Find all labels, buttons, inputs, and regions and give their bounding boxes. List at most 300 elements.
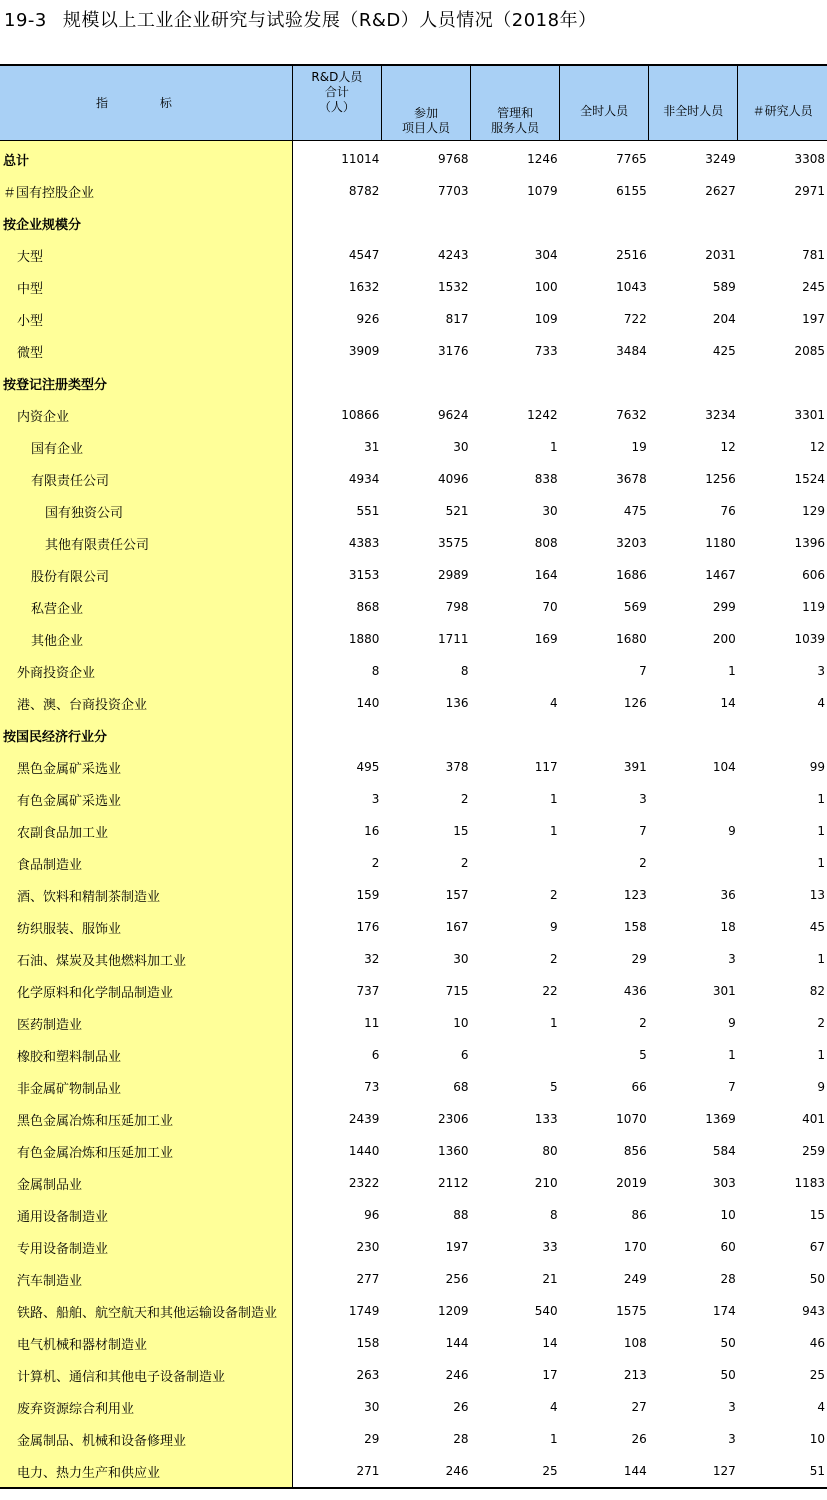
row-label: 医药制造业	[0, 1007, 292, 1039]
row-value: 868	[356, 600, 380, 614]
row-value	[471, 655, 560, 687]
row-value: 1242	[527, 408, 558, 422]
row-value: 8782	[348, 184, 380, 198]
row-value: 256	[445, 1272, 469, 1286]
row-value	[471, 1039, 560, 1071]
row-value: 1711	[437, 632, 469, 646]
row-value: 715	[445, 984, 469, 998]
row-value: 27	[631, 1400, 647, 1414]
row-value: 401	[802, 1112, 825, 1126]
row-value: 10	[453, 1016, 469, 1030]
row-value: 36	[720, 888, 736, 902]
row-value: 100	[534, 280, 558, 294]
row-value: 30	[542, 504, 558, 518]
row-value: 5	[639, 1048, 647, 1062]
row-value: 606	[802, 568, 825, 582]
row-value: 86	[631, 1208, 647, 1222]
row-value: 33	[542, 1240, 558, 1254]
row-value	[649, 719, 738, 751]
row-value: 3249	[705, 152, 736, 166]
table-row	[0, 1295, 827, 1327]
header-project	[381, 65, 470, 141]
row-value: 2	[639, 1016, 647, 1030]
row-value: 1632	[348, 280, 380, 294]
row-value: 495	[356, 760, 380, 774]
row-value: 263	[356, 1368, 380, 1382]
row-value: 1183	[794, 1176, 825, 1190]
row-label: 铁路、船舶、航空航天和其他运输设备制造业	[0, 1295, 292, 1327]
row-value: 7765	[616, 152, 647, 166]
row-value	[381, 207, 470, 239]
table-row	[0, 879, 827, 911]
row-value: 2	[549, 952, 558, 966]
row-value: 12	[720, 440, 736, 454]
row-label: 有色金属矿采选业	[0, 783, 292, 815]
row-value: 2	[460, 792, 469, 806]
row-value: 2322	[348, 1176, 380, 1190]
rd-personnel-table	[0, 64, 827, 1489]
row-label: 总计	[0, 141, 292, 176]
row-value: 70	[542, 600, 558, 614]
row-value: 133	[534, 1112, 558, 1126]
row-label: 中型	[0, 271, 292, 303]
table-row	[0, 783, 827, 815]
row-label: 股份有限公司	[0, 559, 292, 591]
header-total-line2: 合计	[324, 85, 349, 99]
row-value: 808	[534, 536, 558, 550]
row-value: 6	[460, 1048, 469, 1062]
row-value: 7703	[437, 184, 469, 198]
row-value: 30	[453, 952, 469, 966]
header-management	[471, 65, 560, 141]
row-value: 2	[639, 856, 647, 870]
table-row	[0, 399, 827, 431]
row-value: 1	[549, 824, 558, 838]
row-value: 926	[356, 312, 380, 326]
row-value: 3484	[616, 344, 647, 358]
row-value: 391	[623, 760, 647, 774]
row-value: 10866	[341, 408, 380, 422]
row-label: 按国民经济行业分	[0, 719, 292, 751]
table-row	[0, 1071, 827, 1103]
table-row	[0, 815, 827, 847]
row-value: 2439	[348, 1112, 380, 1126]
row-value: 129	[802, 504, 825, 518]
row-value	[738, 367, 827, 399]
row-value: 2	[817, 1016, 825, 1030]
row-value: 1246	[527, 152, 558, 166]
row-value: 9624	[437, 408, 469, 422]
row-value: 3176	[437, 344, 469, 358]
row-value: 31	[364, 440, 380, 454]
row-value: 1	[728, 1048, 736, 1062]
header-nonfulltime	[649, 65, 738, 141]
row-value: 19	[631, 440, 647, 454]
row-value: 68	[453, 1080, 469, 1094]
row-label: 按登记注册类型分	[0, 367, 292, 399]
row-value: 3	[728, 952, 736, 966]
row-value: 3	[817, 664, 825, 678]
row-label: 金属制品、机械和设备修理业	[0, 1423, 292, 1455]
row-value: 838	[534, 472, 558, 486]
row-value: 3153	[348, 568, 380, 582]
row-value: 246	[445, 1368, 469, 1382]
row-value: 2516	[616, 248, 647, 262]
table-row	[0, 1231, 827, 1263]
row-value: 2	[371, 856, 380, 870]
row-value: 88	[453, 1208, 469, 1222]
row-value: 176	[356, 920, 380, 934]
table-row	[0, 303, 827, 335]
table-row	[0, 1263, 827, 1295]
row-label: 黑色金属矿采选业	[0, 751, 292, 783]
header-total-line3: （人）	[318, 100, 355, 114]
row-value: 569	[623, 600, 647, 614]
row-label: ＃国有控股企业	[0, 175, 292, 207]
table-row	[0, 655, 827, 687]
row-label: 计算机、通信和其他电子设备制造业	[0, 1359, 292, 1391]
table-row	[0, 207, 827, 239]
row-value: 4096	[437, 472, 469, 486]
row-value: 127	[649, 1455, 738, 1488]
row-value: 3308	[794, 152, 825, 166]
table-row	[0, 975, 827, 1007]
row-value	[649, 847, 738, 879]
row-value: 15	[809, 1208, 825, 1222]
row-value: 108	[623, 1336, 647, 1350]
row-value: 144	[560, 1455, 649, 1488]
row-value: 1	[817, 1048, 825, 1062]
table-header	[0, 65, 827, 141]
row-value: 9	[549, 920, 558, 934]
table-row	[0, 1455, 827, 1488]
header-fulltime-label: 全时人员	[580, 103, 629, 118]
row-value: 1039	[794, 632, 825, 646]
row-label: 石油、煤炭及其他燃料加工业	[0, 943, 292, 975]
row-value: 50	[809, 1272, 825, 1286]
row-value: 781	[802, 248, 825, 262]
row-value: 1	[728, 664, 736, 678]
row-value: 1440	[348, 1144, 380, 1158]
row-value: 8	[371, 664, 380, 678]
header-total	[292, 65, 381, 141]
table-row	[0, 1199, 827, 1231]
table-row	[0, 367, 827, 399]
row-value: 271	[292, 1455, 381, 1488]
row-value	[292, 719, 381, 751]
row-value: 104	[712, 760, 736, 774]
row-value: 3203	[616, 536, 647, 550]
table-row	[0, 687, 827, 719]
row-label: 黑色金属冶炼和压延加工业	[0, 1103, 292, 1135]
row-value: 157	[445, 888, 469, 902]
row-value: 73	[364, 1080, 380, 1094]
table-row	[0, 1327, 827, 1359]
row-value: 1	[817, 824, 825, 838]
table-title: 规模以上工业企业研究与试验发展（R&D）人员情况（2018年）	[62, 10, 597, 31]
row-label: 小型	[0, 303, 292, 335]
row-value: 158	[356, 1336, 380, 1350]
row-value: 2306	[437, 1112, 469, 1126]
row-value: 170	[623, 1240, 647, 1254]
row-value: 119	[802, 600, 825, 614]
row-value: 164	[534, 568, 558, 582]
row-value: 4547	[348, 248, 380, 262]
row-value: 197	[802, 312, 825, 326]
row-value: 3678	[616, 472, 647, 486]
row-label: 农副食品加工业	[0, 815, 292, 847]
row-value	[649, 367, 738, 399]
row-value: 1043	[616, 280, 647, 294]
row-value: 299	[712, 600, 736, 614]
row-value: 9	[728, 1016, 736, 1030]
row-value: 60	[720, 1240, 736, 1254]
row-value: 126	[623, 696, 647, 710]
table-row	[0, 1103, 827, 1135]
row-value: 213	[623, 1368, 647, 1382]
row-value: 16	[364, 824, 380, 838]
row-value: 3909	[348, 344, 380, 358]
row-value: 14	[542, 1336, 558, 1350]
row-value: 1079	[527, 184, 558, 198]
row-label: 通用设备制造业	[0, 1199, 292, 1231]
row-value: 4243	[437, 248, 469, 262]
row-label: 国有独资公司	[0, 495, 292, 527]
row-value	[560, 207, 649, 239]
row-value: 1	[549, 1016, 558, 1030]
row-value	[471, 719, 560, 751]
row-value: 1396	[794, 536, 825, 550]
row-value: 9	[817, 1080, 825, 1094]
row-value: 30	[453, 440, 469, 454]
row-label: 食品制造业	[0, 847, 292, 879]
row-value: 2971	[794, 184, 825, 198]
row-value: 1209	[437, 1304, 469, 1318]
row-value: 76	[720, 504, 736, 518]
row-value: 28	[453, 1432, 469, 1446]
row-value	[560, 719, 649, 751]
row-value: 12	[809, 440, 825, 454]
header-research-label: ＃研究人员	[752, 103, 813, 118]
row-value: 1	[817, 792, 825, 806]
header-total-line1: R&D人员	[311, 70, 363, 84]
table-row	[0, 943, 827, 975]
row-value: 197	[445, 1240, 469, 1254]
row-value: 1467	[705, 568, 736, 582]
row-value: 540	[534, 1304, 558, 1318]
row-value: 2	[549, 888, 558, 902]
row-value: 3	[639, 792, 647, 806]
row-value: 169	[534, 632, 558, 646]
row-value: 943	[802, 1304, 825, 1318]
row-value: 1070	[616, 1112, 647, 1126]
row-value	[471, 207, 560, 239]
row-value: 1575	[616, 1304, 647, 1318]
row-value	[649, 783, 738, 815]
row-label: 电气机械和器材制造业	[0, 1327, 292, 1359]
row-value: 10	[809, 1432, 825, 1446]
row-value: 301	[712, 984, 736, 998]
row-value: 136	[445, 696, 469, 710]
row-value: 246	[381, 1455, 470, 1488]
row-value: 117	[534, 760, 558, 774]
row-value: 26	[453, 1400, 469, 1414]
table-row	[0, 559, 827, 591]
row-label: 金属制品业	[0, 1167, 292, 1199]
row-value: 30	[364, 1400, 380, 1414]
row-value: 589	[712, 280, 736, 294]
row-value: 2112	[437, 1176, 469, 1190]
row-value: 32	[364, 952, 380, 966]
row-label: 其他有限责任公司	[0, 527, 292, 559]
header-research	[738, 65, 827, 141]
row-value: 2019	[616, 1176, 647, 1190]
row-value: 159	[356, 888, 380, 902]
row-label: 酒、饮料和精制茶制造业	[0, 879, 292, 911]
row-value: 7	[639, 664, 647, 678]
row-label: 港、澳、台商投资企业	[0, 687, 292, 719]
row-value	[381, 719, 470, 751]
row-value: 144	[445, 1336, 469, 1350]
table-row	[0, 141, 827, 176]
row-label: 内资企业	[0, 399, 292, 431]
header-nonfulltime-label: 非全时人员	[663, 103, 724, 118]
row-value: 798	[445, 600, 469, 614]
row-value: 11014	[341, 152, 380, 166]
row-value: 22	[542, 984, 558, 998]
row-value: 551	[356, 504, 380, 518]
header-management-line1: 管理和	[497, 106, 534, 120]
row-label: 外商投资企业	[0, 655, 292, 687]
row-value: 245	[802, 280, 825, 294]
table-row	[0, 495, 827, 527]
row-value: 4934	[348, 472, 380, 486]
row-value: 29	[631, 952, 647, 966]
row-value: 25	[471, 1455, 560, 1488]
row-value	[292, 367, 381, 399]
row-value: 13	[809, 888, 825, 902]
row-label: 非金属矿物制品业	[0, 1071, 292, 1103]
row-value	[471, 847, 560, 879]
row-value: 425	[712, 344, 736, 358]
row-value: 82	[809, 984, 825, 998]
table-row	[0, 1167, 827, 1199]
row-value: 6155	[616, 184, 647, 198]
row-value: 1369	[705, 1112, 736, 1126]
row-value: 259	[802, 1144, 825, 1158]
row-label: 有色金属冶炼和压延加工业	[0, 1135, 292, 1167]
row-value: 80	[542, 1144, 558, 1158]
header-project-line2: 项目人员	[401, 121, 450, 135]
row-value: 9	[728, 824, 736, 838]
row-value: 475	[623, 504, 647, 518]
row-value: 15	[453, 824, 469, 838]
table-row	[0, 1135, 827, 1167]
row-label: 废弃资源综合利用业	[0, 1391, 292, 1423]
row-value	[381, 367, 470, 399]
row-label: 大型	[0, 239, 292, 271]
row-value: 856	[623, 1144, 647, 1158]
row-value: 303	[712, 1176, 736, 1190]
row-value: 1180	[705, 536, 736, 550]
table-row	[0, 1391, 827, 1423]
row-value: 45	[809, 920, 825, 934]
row-value: 25	[809, 1368, 825, 1382]
row-value: 6	[371, 1048, 380, 1062]
row-value: 51	[738, 1455, 827, 1488]
row-value: 1	[817, 856, 825, 870]
row-value: 210	[534, 1176, 558, 1190]
header-indicator: 指 标	[0, 65, 292, 141]
row-value: 1360	[437, 1144, 469, 1158]
row-value: 21	[542, 1272, 558, 1286]
table-row	[0, 1039, 827, 1071]
row-value: 1680	[616, 632, 647, 646]
row-label: 国有企业	[0, 431, 292, 463]
row-value: 123	[623, 888, 647, 902]
row-value: 817	[445, 312, 469, 326]
row-value: 26	[631, 1432, 647, 1446]
row-value: 1880	[348, 632, 380, 646]
row-value: 584	[712, 1144, 736, 1158]
row-value: 521	[445, 504, 469, 518]
table-row	[0, 623, 827, 655]
row-value: 2989	[437, 568, 469, 582]
table-row	[0, 463, 827, 495]
row-value: 1686	[616, 568, 647, 582]
row-value: 167	[445, 920, 469, 934]
row-value: 8	[549, 1208, 558, 1222]
row-label: 按企业规模分	[0, 207, 292, 239]
row-value: 29	[364, 1432, 380, 1446]
row-value: 14	[720, 696, 736, 710]
table-row	[0, 591, 827, 623]
row-value: 140	[356, 696, 380, 710]
row-value: 1	[549, 440, 558, 454]
row-value: 109	[534, 312, 558, 326]
table-row	[0, 847, 827, 879]
row-value	[649, 207, 738, 239]
row-value: 5	[549, 1080, 558, 1094]
row-value: 4	[817, 696, 825, 710]
table-row	[0, 1359, 827, 1391]
row-value: 10	[720, 1208, 736, 1222]
row-value: 46	[809, 1336, 825, 1350]
table-row	[0, 751, 827, 783]
row-value: 2085	[794, 344, 825, 358]
row-value: 378	[445, 760, 469, 774]
row-value: 230	[356, 1240, 380, 1254]
table-row	[0, 239, 827, 271]
row-label: 汽车制造业	[0, 1263, 292, 1295]
row-value: 733	[534, 344, 558, 358]
row-label: 化学原料和化学制品制造业	[0, 975, 292, 1007]
header-fulltime	[560, 65, 649, 141]
row-value	[738, 719, 827, 751]
row-value: 2627	[705, 184, 736, 198]
row-value: 28	[720, 1272, 736, 1286]
row-value: 200	[712, 632, 736, 646]
row-value: 3	[728, 1432, 736, 1446]
page-title	[4, 6, 597, 36]
row-value: 8	[460, 664, 469, 678]
header-management-line2: 服务人员	[491, 121, 540, 135]
row-value: 50	[720, 1368, 736, 1382]
table-code: 19-3	[4, 10, 47, 31]
row-value	[292, 207, 381, 239]
row-value: 11	[364, 1016, 380, 1030]
row-value: 1749	[348, 1304, 380, 1318]
